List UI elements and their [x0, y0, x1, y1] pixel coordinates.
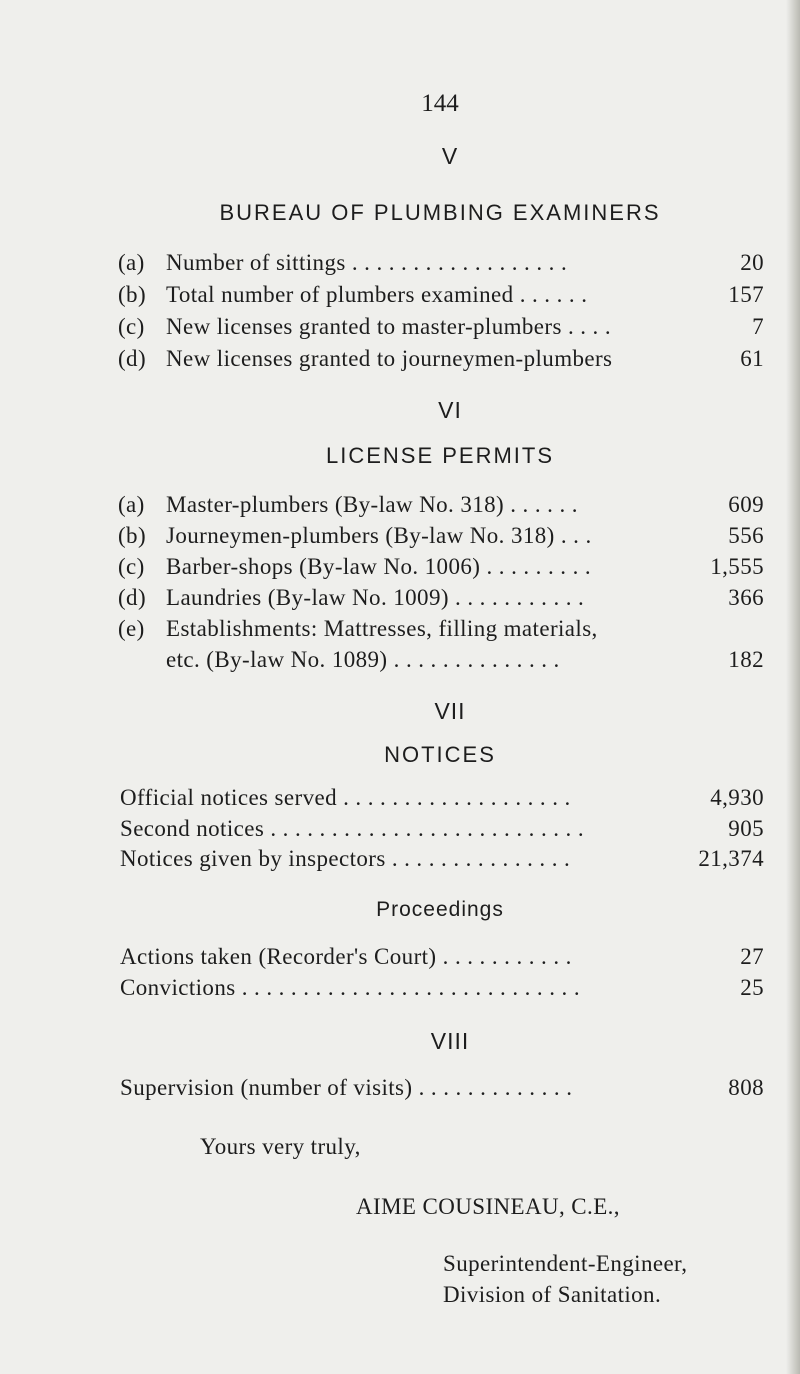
item-label: (b): [118, 282, 147, 307]
list-item: [0, 314, 800, 346]
list-item: [0, 975, 800, 1007]
item-value: 1,555: [710, 554, 764, 579]
section-v-title: BUREAU OF PLUMBING EXAMINERS: [219, 200, 661, 225]
item-text: Establishments: Mattresses, filling materials,: [166, 616, 598, 641]
section-viii-numeral: VIII: [430, 1028, 470, 1054]
item-label: (d): [118, 346, 147, 371]
item-text: etc. (By-law No. 1089) . . . . . . . . . . . . . .: [166, 647, 560, 672]
section-vi-title: LICENSE PERMITS: [325, 443, 555, 468]
item-value: 366: [728, 585, 764, 610]
item-label: (a): [118, 492, 145, 517]
item-text: New licenses granted to journeymen-plumbers: [166, 346, 613, 371]
item-label: (e): [118, 616, 145, 641]
signatory-name: AIME COUSINEAU, C.E.,: [356, 1194, 620, 1219]
item-value: 182: [728, 647, 764, 672]
item-value: 609: [728, 492, 764, 517]
item-text: Actions taken (Recorder's Court) . . . . . . . . . . .: [120, 944, 572, 969]
item-value: 556: [728, 523, 764, 548]
item-value: 808: [728, 1075, 764, 1100]
item-value: 4,930: [710, 785, 764, 810]
item-text: Journeymen-plumbers (By-law No. 318) . . .: [166, 523, 592, 548]
item-text: Laundries (By-law No. 1009) . . . . . . . . . . .: [166, 585, 585, 610]
list-item: [0, 346, 800, 378]
list-item: [0, 523, 800, 555]
list-item: [0, 944, 800, 976]
item-text: Master-plumbers (By-law No. 318) . . . . . .: [166, 492, 578, 517]
item-text: Convictions . . . . . . . . . . . . . . . . . . . . . . . . . . . .: [120, 975, 580, 1000]
list-item: [0, 647, 800, 679]
item-label: (b): [118, 523, 147, 548]
item-value: 25: [740, 975, 764, 1000]
page-number: 144: [421, 90, 459, 117]
item-text: Notices given by inspectors . . . . . . . . . . . . . . .: [120, 846, 571, 871]
list-item: [0, 816, 800, 848]
item-label: (a): [118, 250, 145, 275]
list-item: [0, 492, 800, 524]
salutation: Yours very truly,: [200, 1134, 361, 1159]
proceedings-title: Proceedings: [376, 898, 504, 921]
list-item: [0, 785, 800, 817]
list-item: [0, 282, 800, 314]
section-v-numeral: V: [441, 143, 459, 169]
item-text: Number of sittings . . . . . . . . . . . . . . . . . .: [166, 250, 568, 275]
list-item: [0, 1075, 800, 1107]
item-text: Second notices . . . . . . . . . . . . . . . . . . . . . . . . . .: [120, 816, 585, 841]
list-item: [0, 616, 800, 648]
list-item: [0, 250, 800, 282]
item-label: (d): [118, 585, 147, 610]
item-value: 61: [740, 346, 764, 371]
item-text: Official notices served . . . . . . . . . . . . . . . . . . .: [120, 785, 571, 810]
item-value: 20: [740, 250, 764, 275]
item-text: Supervision (number of visits) . . . . . . . . . . . . .: [120, 1075, 573, 1100]
item-value: 21,374: [698, 846, 764, 871]
item-value: 27: [740, 944, 764, 969]
item-value: 157: [728, 282, 764, 307]
list-item: [0, 554, 800, 586]
signatory-division: Division of Sanitation.: [443, 1282, 662, 1307]
signatory-title: Superintendent-Engineer,: [443, 1251, 688, 1276]
item-label: (c): [118, 554, 145, 579]
item-value: 905: [728, 816, 764, 841]
item-label: (c): [118, 314, 145, 339]
item-text: Barber-shops (By-law No. 1006) . . . . . . . . .: [166, 554, 592, 579]
item-text: New licenses granted to master-plumbers . . . .: [166, 314, 611, 339]
section-vii-numeral: VII: [434, 698, 466, 724]
item-text: Total number of plumbers examined . . . . . .: [166, 282, 588, 307]
section-vii-title: NOTICES: [384, 742, 496, 767]
list-item: [0, 585, 800, 617]
section-vi-numeral: VI: [438, 397, 462, 423]
list-item: [0, 846, 800, 878]
item-value: 7: [752, 314, 764, 339]
